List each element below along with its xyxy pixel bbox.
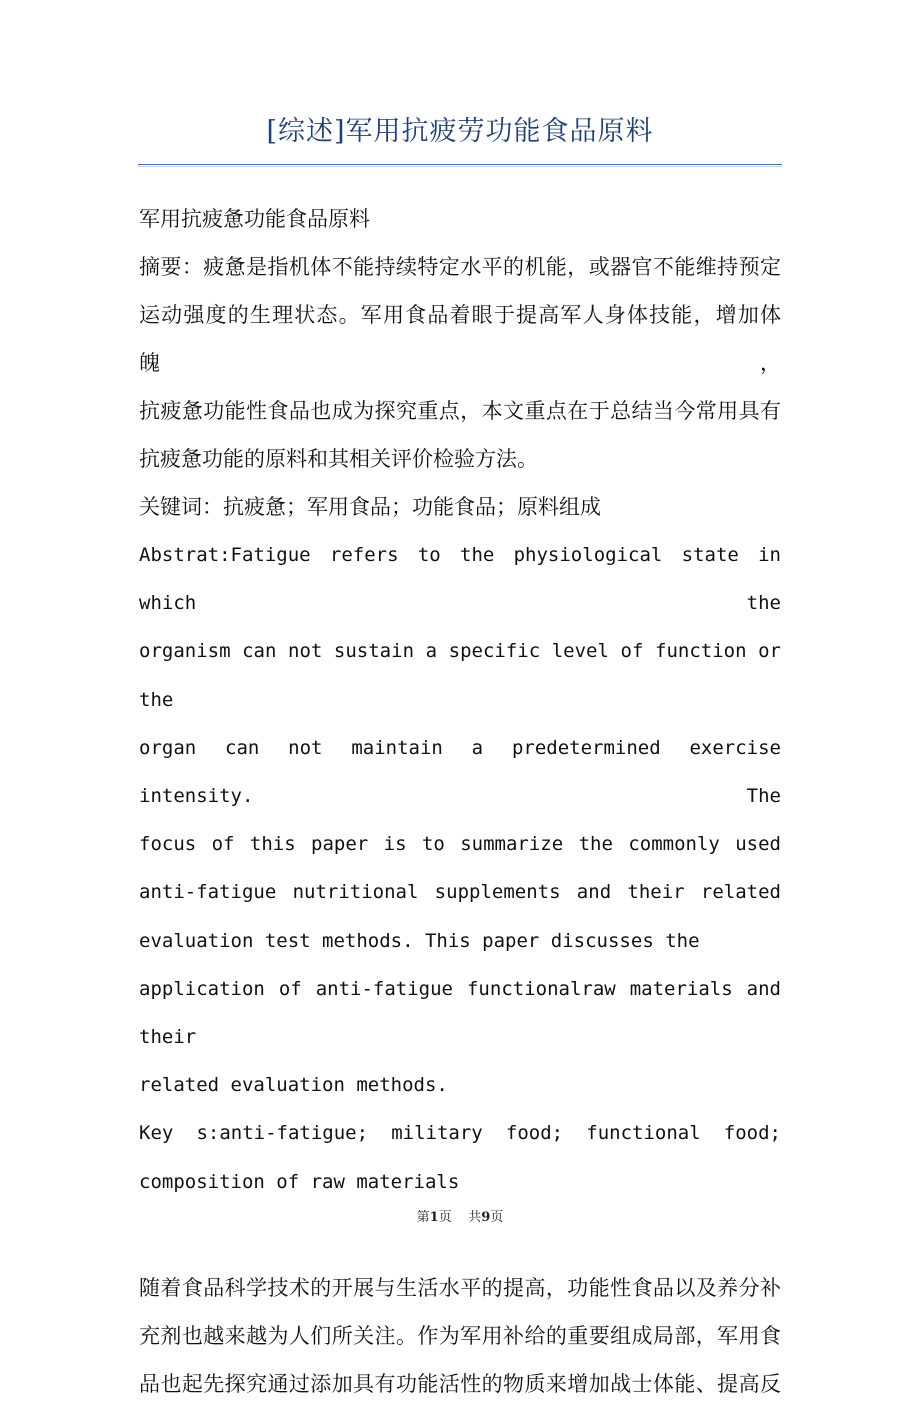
abstract-cn-line: 抗疲惫功能的原料和其相关评价检验方法。 [139,447,538,471]
keywords-en-line: composition of raw materials [139,1170,460,1193]
intro-line: 随着食品科学技术的开展与生活水平的提高，功能性食品以及养分补 [139,1275,781,1300]
abstract-en-line: evaluation test methods. This paper discusses the [139,929,700,952]
abstract-cn-line: 抗疲惫功能性食品也成为探究重点，本文重点在于总结当今常用具有 [139,399,781,423]
keywords-en-line: Key s:anti-fatigue; military food; functional food; [139,1122,781,1145]
total-suffix: 页 [490,1210,504,1225]
subtitle: 军用抗疲惫功能食品原料 [139,207,370,231]
abstract-cn-line: 摘要：疲惫是指机体不能持续特定水平的机能，或器官不能维持预定 [139,255,781,279]
abstract-en-line: focus of this paper is to summarize the commonly used [139,833,781,856]
page-prefix: 第 [416,1210,430,1225]
total-prefix: 共 [468,1210,482,1225]
abstract-en-line: related evaluation methods. [139,1074,448,1097]
page-suffix: 页 [438,1210,452,1225]
title-divider [138,164,782,165]
title-divider-shadow [138,166,782,167]
page-footer [0,1206,920,1225]
intro-line: 充剂也越来越为人们所关注。作为军用补给的重要组成局部，军用食 [139,1323,781,1348]
abstract-en-line: anti-fatigue nutritional supplements and their related [139,881,781,904]
abstract-en-line: organ can not maintain a predetermined exercise intensity. The [139,736,781,808]
total-pages: 9 [481,1210,491,1225]
abstract-cn-line: 运动强度的生理状态。军用食品着眼于提高军人身体技能，增加体魄， [139,303,781,375]
abstract-en-line: application of anti-fatigue functionalraw materials and their [139,977,781,1049]
intro-line: 品也起先探究通过添加具有功能活性的物质来增加战士体能、提高反 [139,1371,781,1396]
abstract-en-line: organism can not sustain a specific level of function or the [139,640,781,711]
current-page: 1 [429,1210,439,1225]
page-title: [综述]军用抗疲劳功能食品原料 [266,116,654,147]
keywords-cn: 关键词：抗疲惫；军用食品；功能食品；原料组成 [139,495,601,519]
abstract-en-line: Abstrat:Fatigue refers to the physiological state in which the [139,544,781,615]
document-body [139,195,781,1408]
